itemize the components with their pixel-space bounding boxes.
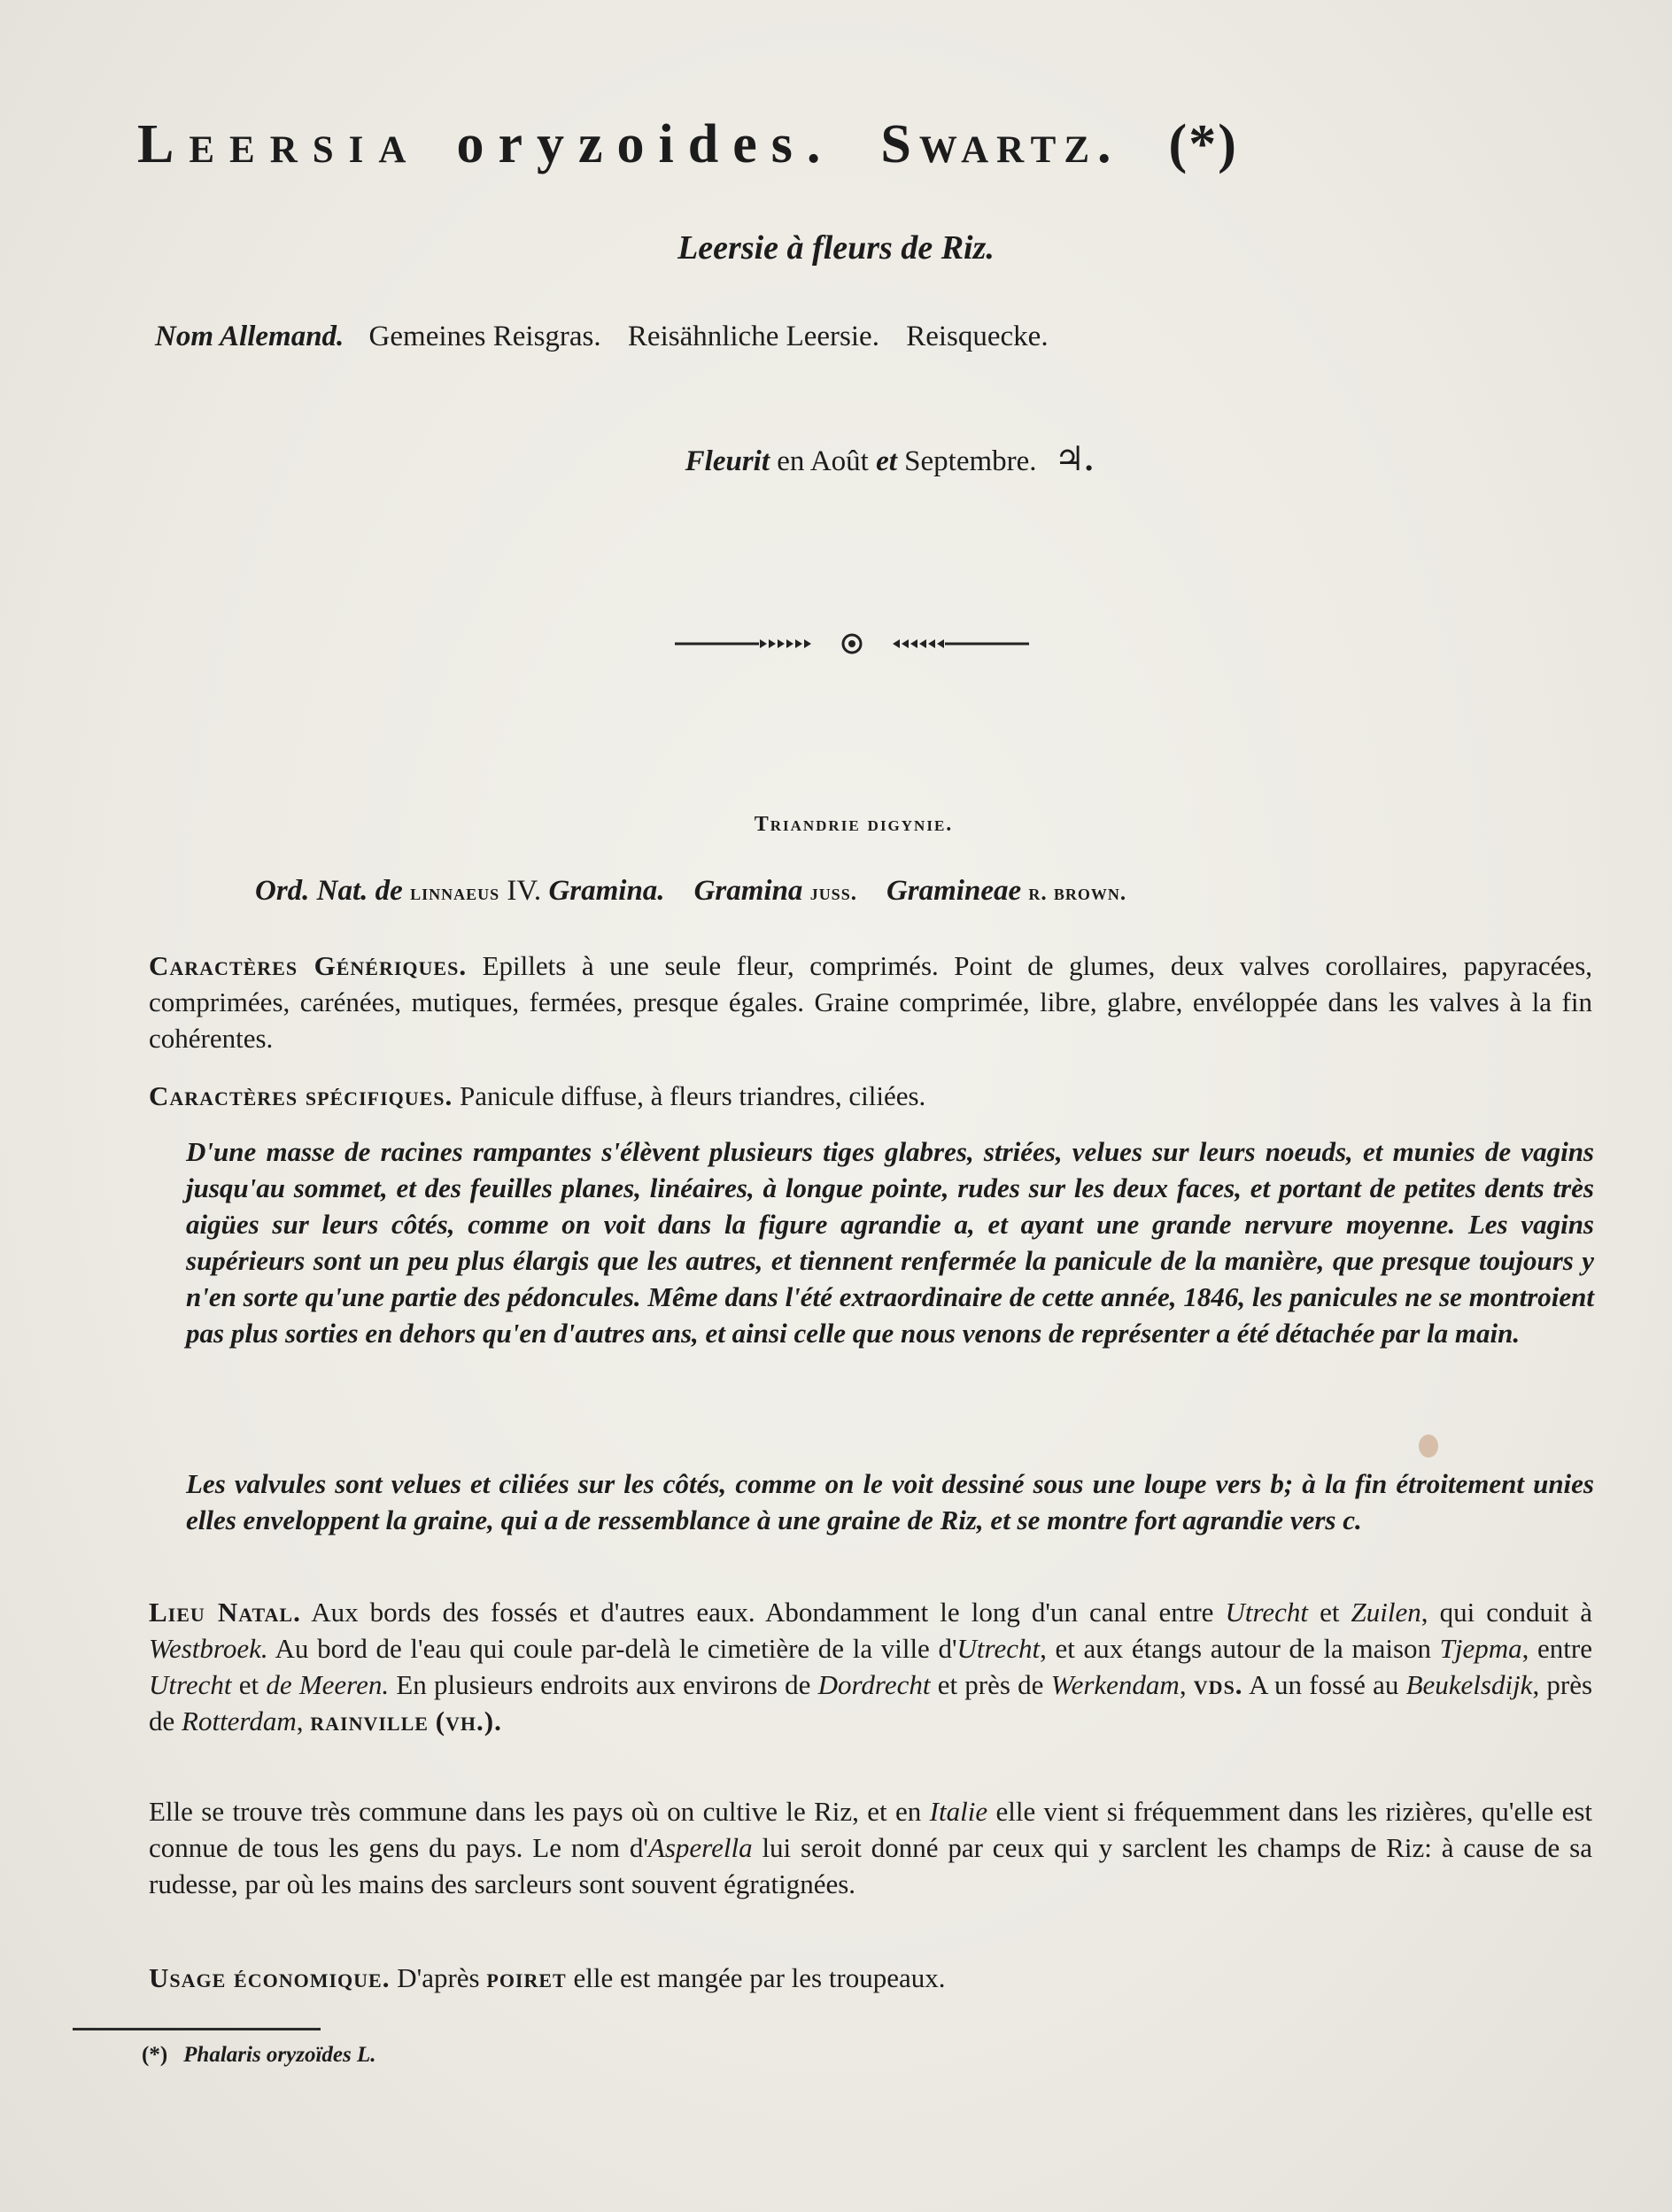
perennial-symbol: ♃.: [1054, 441, 1094, 478]
fleurit-word: Fleurit: [685, 445, 770, 477]
paragraph-text: Panicule diffuse, à fleurs triandres, ciliées.: [460, 1080, 926, 1111]
place-name: Beukelsdijk: [1405, 1669, 1533, 1700]
family-name: Gramineae: [886, 875, 1022, 907]
paragraph-text: D'après: [397, 1962, 480, 1993]
footnote: [142, 2043, 376, 2068]
paragraph-text: et: [238, 1669, 259, 1700]
author-juss: juss.: [809, 881, 857, 905]
title-author: Swartz.: [880, 114, 1119, 174]
classification-heading: Triandrie digynie.: [754, 813, 954, 836]
place-name: Italie: [929, 1796, 988, 1827]
family-name: Gramina: [693, 875, 803, 907]
page-title: [137, 113, 1598, 176]
place-name: Werkendam: [1050, 1669, 1180, 1700]
distribution-paragraph: [149, 1793, 1592, 1902]
footnote-mark: (*): [142, 2043, 168, 2067]
subtitle: Leersie à fleurs de Riz.: [677, 229, 995, 267]
collector-abbrev: (vh.).: [435, 1705, 502, 1736]
economic-use-paragraph: [149, 1960, 1592, 1996]
family-name: Gramina.: [548, 875, 665, 907]
place-name: Westbroek.: [149, 1633, 268, 1664]
german-names: [155, 321, 1049, 353]
section-label: Caractères Génériques.: [149, 950, 468, 981]
paragraph-text: lui seroit donné par ceux qui y sarclent les champs de Riz: à cause de sa rudesse, par où les mains des sarcleurs sont souvent égratignées.: [149, 1832, 1592, 1899]
flowering-line: [53, 438, 1672, 479]
paragraph-text: A un fossé au: [1249, 1669, 1399, 1700]
place-name: Utrecht: [956, 1633, 1041, 1664]
place-name: Tjepma: [1439, 1633, 1522, 1664]
paragraph-text: ,: [296, 1705, 304, 1736]
paragraph-text: , entre: [1521, 1633, 1592, 1664]
paper-stain: [1419, 1435, 1438, 1458]
place-name: de Meeren.: [266, 1669, 390, 1700]
description-paragraph: D'une masse de racines rampantes s'élèvent plusieurs tiges glabres, striées, velues sur leurs noeuds, et munies de vagins jusqu'au sommet, et des feuilles planes, linéaires, à longue pointe, rudes sur les deux faces, et portant de petites dents très aigües sur leurs côtés, comme on voit dans la figure agrandie a, et ayant une grande nervure moyenne. Les vagins supérieurs sont un peu plus élargis que les autres, et tiennent renfermée la panicule de la manière, que presque toujours y n'en sorte qu'une partie des pédoncules. Même dans l'été extraordinaire de cette année, 1846, les panicules ne se montroient pas plus sorties en dehors qu'en d'autres ans, et ainsi celle que nous venons de représenter a été détachée par la main.: [186, 1136, 1594, 1349]
fleurit-text: Septembre.: [904, 445, 1037, 477]
author-poiret: poiret: [486, 1962, 567, 1993]
generic-characters-paragraph: [149, 947, 1592, 1056]
ornament-divider: [675, 630, 1029, 657]
author-linnaeus: linnaeus: [410, 881, 500, 905]
author-brown: r. brown.: [1028, 881, 1127, 905]
paragraph-text: Au bord de l'eau qui coule par-delà le cimetière de la ville d': [275, 1633, 957, 1664]
place-name: Utrecht: [149, 1669, 232, 1700]
vernacular-name: Asperella: [647, 1832, 753, 1863]
fleurit-et: et: [876, 445, 897, 477]
paragraph-text: , qui conduit à: [1420, 1597, 1593, 1628]
collector-name: rainville: [310, 1705, 429, 1736]
paragraph-text: Aux bords des fossés et d'autres eaux. Abondamment le long d'un canal entre: [311, 1597, 1214, 1628]
title-species: oryzoides.: [456, 114, 835, 174]
title-note-mark: (*): [1168, 114, 1238, 174]
place-name: Utrecht: [1225, 1597, 1309, 1628]
order-number: IV.: [507, 875, 542, 907]
habitat-paragraph: [149, 1594, 1592, 1739]
specific-characters-paragraph: [149, 1078, 1592, 1114]
ord-label: Ord. Nat. de: [255, 875, 403, 907]
paragraph-text: ,: [1179, 1669, 1187, 1700]
section-label: Caractères spécifiques.: [149, 1080, 453, 1111]
paragraph-text: , près de: [149, 1669, 1593, 1736]
collector-abbrev: vds.: [1193, 1669, 1243, 1700]
german-name: Gemeines Reisgras.: [368, 321, 601, 352]
paragraph-text: Elle se trouve très commune dans les pays où on cultive le Riz, et en: [149, 1796, 922, 1827]
natural-order-line: [255, 875, 1126, 908]
footnote-rule: [73, 2028, 321, 2030]
section-label: Lieu Natal.: [149, 1597, 301, 1628]
paragraph-text: elle vient si fréquemment dans les rizières, qu'elle est connue de tous les gens du pays. Le nom d': [149, 1796, 1593, 1863]
title-genus: Leersia: [137, 114, 422, 174]
description-paragraph: Les valvules sont velues et ciliées sur les côtés, comme on le voit dessiné sous une loupe vers b; à la fin étroitement unies elles enveloppent la graine, qui a de ressemblance à une graine de Riz, et se montre fort agrandie vers c.: [186, 1468, 1594, 1535]
fleurit-text: en Août: [777, 445, 869, 477]
german-names-label: Nom Allemand.: [155, 321, 344, 352]
place-name: Rotterdam: [182, 1705, 297, 1736]
paragraph-text: , et aux étangs autour de la maison: [1040, 1633, 1432, 1664]
footnote-text: Phalaris oryzoïdes L.: [183, 2043, 376, 2067]
paragraph-text: En plusieurs endroits aux environs de: [396, 1669, 811, 1700]
paragraph-text: Epillets à une seule fleur, comprimés. Point de glumes, deux valves corollaires, papyracées, comprimées, carénées, mutiques, fermées, presque égales. Graine comprimée, libre, glabre, envéloppée dans les valves à la fin cohérentes.: [149, 950, 1593, 1054]
paragraph-text: et près de: [937, 1669, 1044, 1700]
place-name: Dordrecht: [817, 1669, 931, 1700]
german-name: Reisquecke.: [906, 321, 1049, 352]
german-name: Reisähnliche Leersie.: [627, 321, 879, 352]
paragraph-text: elle est mangée par les troupeaux.: [573, 1962, 946, 1993]
section-label: Usage économique.: [149, 1962, 391, 1993]
paragraph-text: et: [1320, 1597, 1340, 1628]
place-name: Zuilen: [1351, 1597, 1421, 1628]
